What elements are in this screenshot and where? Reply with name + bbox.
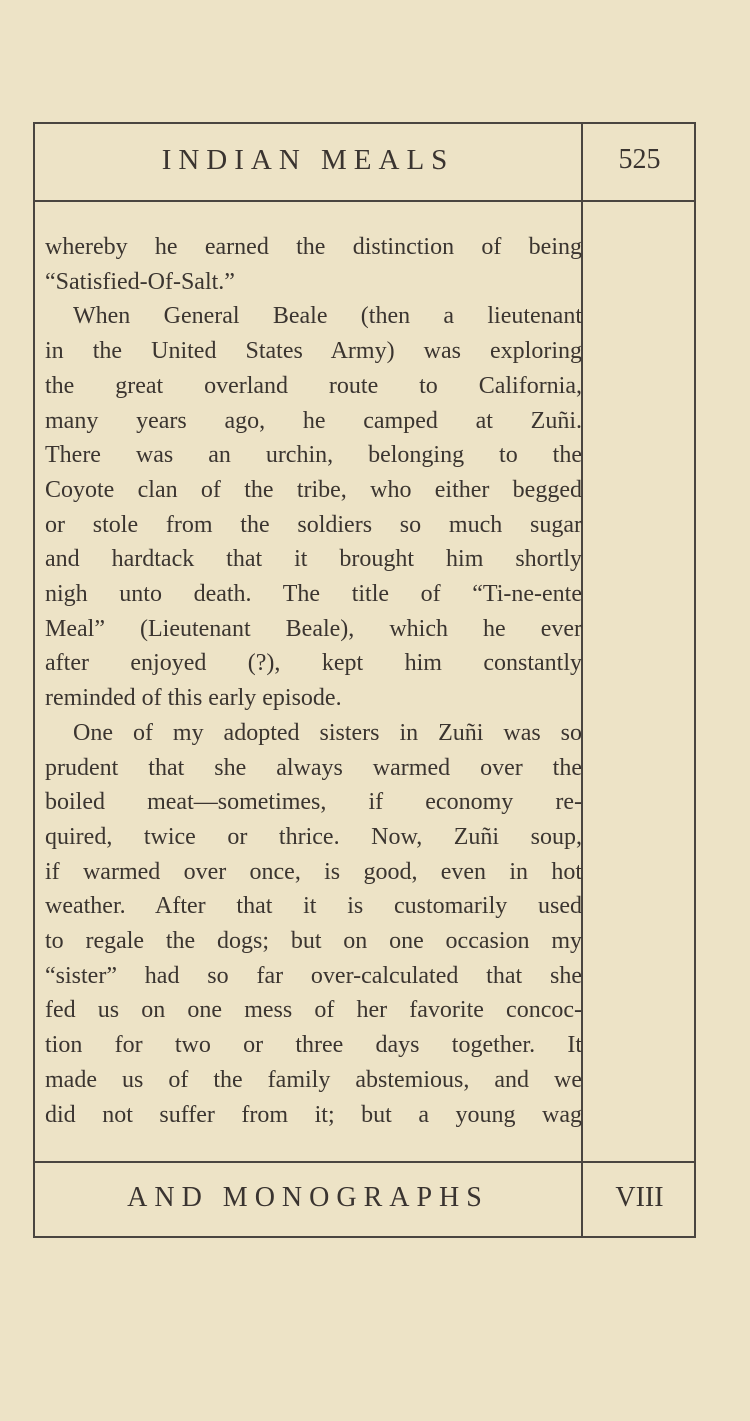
text-line: quired, twice or thrice. Now, Zuñi soup, xyxy=(45,823,582,850)
text-line: One of my adopted sisters in Zuñi was so xyxy=(73,719,582,746)
text-line: or stole from the soldiers so much sugar xyxy=(45,511,582,538)
volume-number: VIII xyxy=(615,1182,664,1213)
text-line: made us of the family abstemious, and we xyxy=(45,1066,582,1093)
text-line: fed us on one mess of her favorite concoc- xyxy=(45,997,582,1024)
text-line: boiled meat—sometimes, if economy re- xyxy=(45,789,582,816)
text-line: “Satisfied-Of-Salt.” xyxy=(45,268,235,295)
body-text xyxy=(45,230,582,1132)
text-line: whereby he earned the distinction of being xyxy=(45,234,582,260)
page-frame xyxy=(33,122,696,1238)
text-line: “sister” had so far over-calculated that she xyxy=(45,962,582,989)
text-line: many years ago, he camped at Zuñi. xyxy=(45,407,582,434)
text-line: and hardtack that it brought him shortly xyxy=(45,546,582,573)
text-line: reminded of this early episode. xyxy=(45,685,342,712)
header-divider xyxy=(35,200,694,202)
text-line: if warmed over once, is good, even in hot xyxy=(45,858,582,885)
page-number: 525 xyxy=(618,144,661,175)
text-line: weather. After that it is customarily used xyxy=(45,893,582,920)
text-line: Meal” (Lieutenant Beale), which he ever xyxy=(45,615,582,642)
text-line: tion for two or three days together. It xyxy=(45,1032,582,1059)
text-line: prudent that she always warmed over the xyxy=(45,754,582,781)
text-line: to regale the dogs; but on one occasion my xyxy=(45,928,582,955)
text-line: Coyote clan of the tribe, who either begged xyxy=(45,476,582,503)
text-line: the great overland route to California, xyxy=(45,372,582,399)
footer-divider xyxy=(35,1161,694,1163)
text-line: When General Beale (then a lieutenant xyxy=(73,303,582,330)
running-header-title: INDIAN MEALS xyxy=(161,144,455,176)
running-footer-title: AND MONOGRAPHS xyxy=(127,1182,489,1213)
text-line: after enjoyed (?), kept him constantly xyxy=(45,650,582,677)
text-line: nigh unto death. The title of “Ti-ne-ente xyxy=(45,581,582,608)
text-line: did not suffer from it; but a young wag xyxy=(45,1101,582,1128)
text-line: in the United States Army) was exploring xyxy=(45,338,582,365)
text-line: There was an urchin, belonging to the xyxy=(45,442,582,469)
